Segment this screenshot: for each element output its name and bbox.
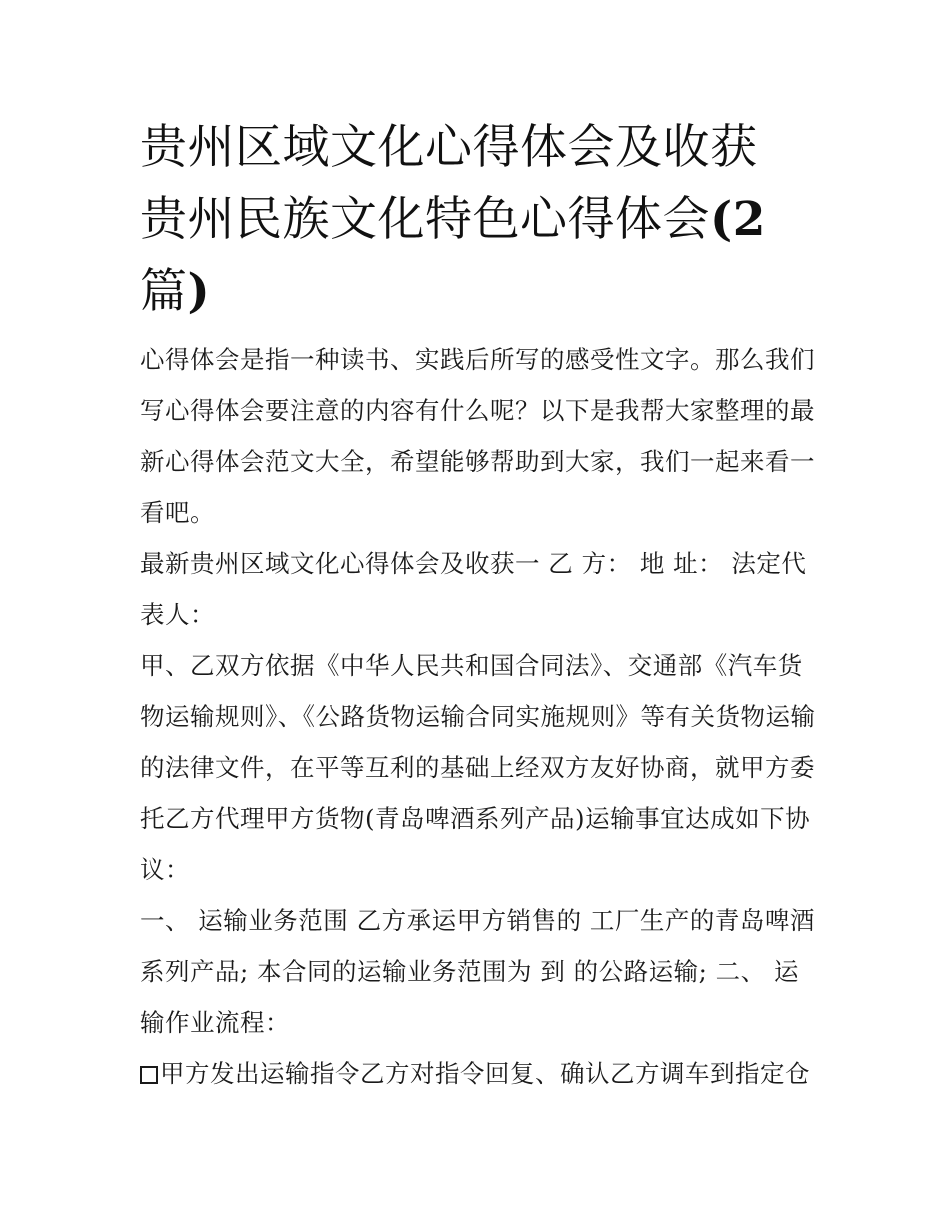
intro-paragraph: 心得体会是指一种读书、实践后所写的感受性文字。那么我们写心得体会要注意的内容有什么呢？以下是我帮大家整理的最新心得体会范文大全，希望能够帮助到大家，我们一起来看一看吧。 <box>140 345 815 527</box>
document-title <box>140 112 820 328</box>
agreement-paragraph: 甲、乙双方依据《中华人民共和国合同法》、交通部《汽车货物运输规则》、《公路货物运输合同实施规则》等有关货物运输的法律文件，在平等互利的基础上经双方友好协商，就甲方委托乙方代理甲方货物(青岛啤酒系列产品)运输事宜达成如下协议： <box>140 651 816 884</box>
title-line-1: 贵州区域文化心得体会及收获 <box>140 120 758 175</box>
title-line-3: 篇 <box>140 264 188 319</box>
checkbox-icon <box>140 1066 158 1084</box>
business-scope-paragraph: 一、 运输业务范围 乙方承运甲方销售的 工厂生产的青岛啤酒系列产品; 本合同的运输业务范围为 到 的公路运输; 二、 运输作业流程： <box>140 906 815 1037</box>
process-paragraph <box>140 1048 820 1099</box>
section-heading-paragraph: 最新贵州区域文化心得体会及收获一 乙 方： 地 址： 法定代表人： <box>140 549 807 629</box>
title-line-2-bold: (2 <box>710 192 766 247</box>
document-content <box>140 112 820 1099</box>
title-line-2: 贵州民族文化特色心得体会 <box>140 192 710 247</box>
process-line-text: 甲方发出运输指令乙方对指令回复、确认乙方调车到指定仓 <box>160 1059 810 1088</box>
title-line-3-bold: ) <box>187 264 211 319</box>
